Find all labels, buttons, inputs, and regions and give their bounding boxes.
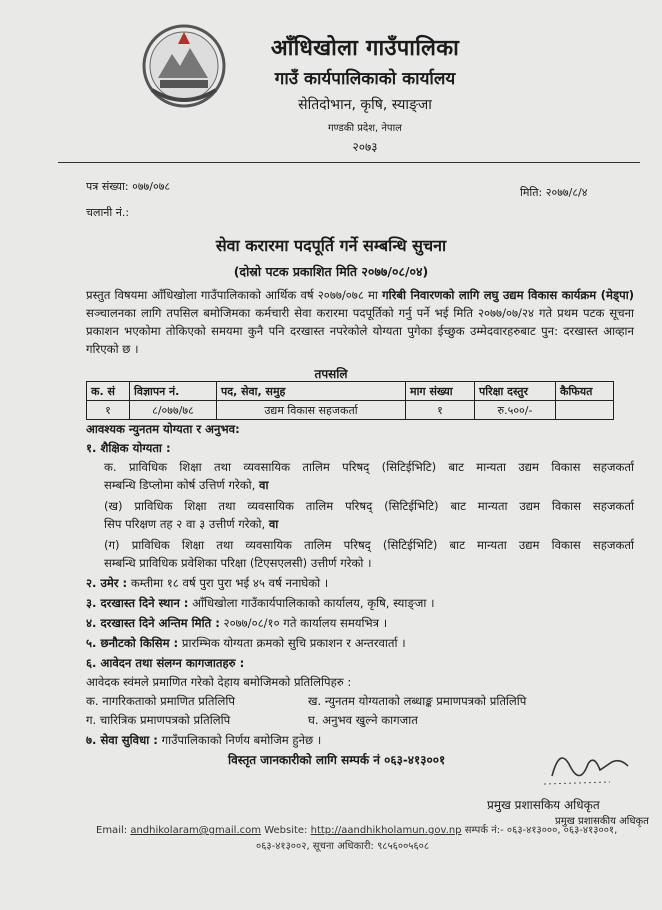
doc-item-citizenship: क. नागरिकताको प्रमाणित प्रतिलिपि [86,694,235,708]
edu-option-c-line2: सम्बन्धि प्राविधिक प्रवेशिका परिक्षा (टिएसएलसी) उत्तीर्ण गरेको । [104,556,372,570]
edu-option-b-line2: सिप परिक्षण तह २ वा ३ उत्तीर्ण गरेको, [104,517,269,531]
footer-line-2: ०६३-४१३००२, सूचना अधिकारी: ९८५६००५६०८ [256,841,430,852]
requirements-heading: आवश्यक न्युनतम योग्यता र अनुभव: [86,422,240,436]
province-name: गण्डकी प्रदेश, नेपाल [328,123,402,134]
place-text: आँधिखोला गाउँकार्यपालिकाको कार्यालय, कृषि, स्याङ्जा । [188,596,435,610]
cell-fee: रु.५००/- [475,401,556,420]
cell-demand: १ [406,401,475,420]
cell-post: उद्यम विकास सहजकर्ता [217,401,406,420]
footer-website-label: Website: [264,825,308,836]
footer-phones: सम्पर्क नं:- ०६३-४१३०००, ०६३-४१३००१, [464,825,618,836]
officer-title: प्रमुख प्रशासकिय अधिकृत [487,798,600,812]
footer-email-label: Email: [96,825,128,836]
col-ad-number: विज्ञापन नं. [130,382,217,401]
table-header-row [87,382,614,401]
footer-website-link[interactable]: http://aandhikholamun.gov.np [310,825,462,836]
doc-item-marksheet: ख. न्युनतम योग्यताको लब्धाङ्क प्रमाणपत्रको प्रतिलिपि [308,694,527,708]
age-label: २. उमेर : [86,576,128,590]
edu-option-b-line1: (ख) प्राविधिक शिक्षा तथा व्यवसायिक तालिम परिषद् (सिटिईभिटि) बाट मान्यता उद्यम विकास सहजकर्ता [104,499,634,513]
facility-label: ७. सेवा सुविधा : [86,733,158,747]
selection-label: ५. छनौटको किसिम : [86,636,179,650]
footer-email-link[interactable]: andhikolaram@gmail.com [130,825,261,836]
dispatch-number: चलानी नं.: [86,206,130,219]
deadline-label: ४. दरखास्त दिने अन्तिम मिति : [86,616,220,630]
col-fee: परिक्षा दस्तुर [475,382,556,401]
table-label: तपसलि [314,367,348,381]
edu-option-a-line1: क. प्राविधिक शिक्षा तथा व्यवसायिक तालिम परिषद् (सिटिईभिटि) बाट मान्यता उद्यम विकास सहजकर्ता [104,460,634,474]
established-year: २०७३ [352,140,378,154]
col-post: पद, सेवा, समुह [217,382,406,401]
footer-line [96,822,617,836]
col-demand: माग संख्या [406,382,475,401]
notice-subtitle: (दोस्रो पटक प्रकाशित मिति २०७७/०८/०४) [233,264,429,279]
cell-serial: १ [87,401,130,420]
para-part-c: सञ्चालनका लागि तपसिल बमोजिमका कर्मचारी सेवा करारमा पदपूर्तिको गर्नु पर्ने भई मिति २०७७/०७/२४ गते प्रथम पटक सूचना प्रकाशन भएकोमा तोकिएको समयमा कुनै पनि दरखास्त नपरेकोले योग्यता पुगेका ईच्छुक उम्मेदवारहरुबाट पुन: दरखास्त आव्हान गरिएको छ । [86,306,634,356]
doc-item-experience: घ. अनुभव खुल्ने कागजात [308,713,418,727]
vacancy-table [86,381,614,420]
office-name: गाउँ कार्यपालिकाको कार्यालय [274,69,456,89]
selection-text: प्रारम्भिक योग्यता क्रमको सुचि प्रकाशन र अन्तरवार्ता । [178,636,406,650]
documents-intro: आवेदक स्वंमले प्रमाणित गरेको देहाय बमोजिमको प्रतिलिपिहरु : [86,675,352,689]
signature-icon [540,736,640,796]
col-remarks: कैफियत [556,382,614,401]
office-location: सेतिदोभान, कृषि, स्याङ्जा [298,97,432,113]
municipality-name: आँधिखोला गाउँपालिका [270,36,460,61]
letter-number: पत्र संख्या: ०७७/०७८ [86,180,171,193]
age-text: कम्तीमा १८ वर्ष पुरा पुरा भई ४५ वर्ष ननाघेको । [127,576,329,590]
col-serial: क. सं [87,382,130,401]
or-connector-1: वा [259,478,269,492]
edu-option-a-line2: सम्बन्धि डिप्लोमा कोर्ष उत्तिर्ण गरेको, [104,478,260,492]
para-program-name: गरिबी निवारणको लागि लघु उद्यम विकास कार्यक्रम (मेड्पा) [382,288,634,302]
para-part-a: प्रस्तुत विषयमा आँधिखोला गाउँपालिकाको आर्थिक वर्ष २०७७/०७८ मा [86,288,383,302]
contact-line: विस्तृत जानकारीको लागि सम्पर्क नं ०६३-४१३००१ [228,753,446,767]
header-divider [58,162,640,163]
facility-text: गाउँपालिकाको निर्णय बमोजिम हुनेछ । [157,733,322,747]
place-label: ३. दरखास्त दिने स्थान : [86,596,189,610]
notice-title: सेवा करारमा पदपूर्ति गर्ने सम्बन्धि सुचना [215,236,447,255]
officer-subtitle: प्रमुख प्रशासकीय अधिकृत [555,816,649,827]
or-connector-2: वा [268,517,279,531]
cell-remarks [556,401,614,420]
edu-option-c-line1: (ग) प्राविधिक शिक्षा तथा व्यवसायिक तालिम परिषद् (सिटिईभिटि) बाट मान्यता उद्यम विकास सहजकर्ता [104,538,634,552]
cell-ad-number: ८/०७७/७८ [130,401,217,420]
documents-heading: ६. आवेदन तथा संलग्न कागजातहरु : [86,656,245,670]
education-heading: १. शैक्षिक योग्यता : [86,441,171,455]
nepal-emblem-icon [138,20,230,112]
deadline-text: २०७७/०८/१० गते कार्यालय समयभित्र । [219,616,388,630]
table-row [87,401,614,420]
notice-paragraph [86,286,634,358]
doc-item-character: ग. चारित्रिक प्रमाणपत्रको प्रतिलिपि [86,713,231,727]
notice-date: मिति: २०७७/८/४ [520,186,588,199]
